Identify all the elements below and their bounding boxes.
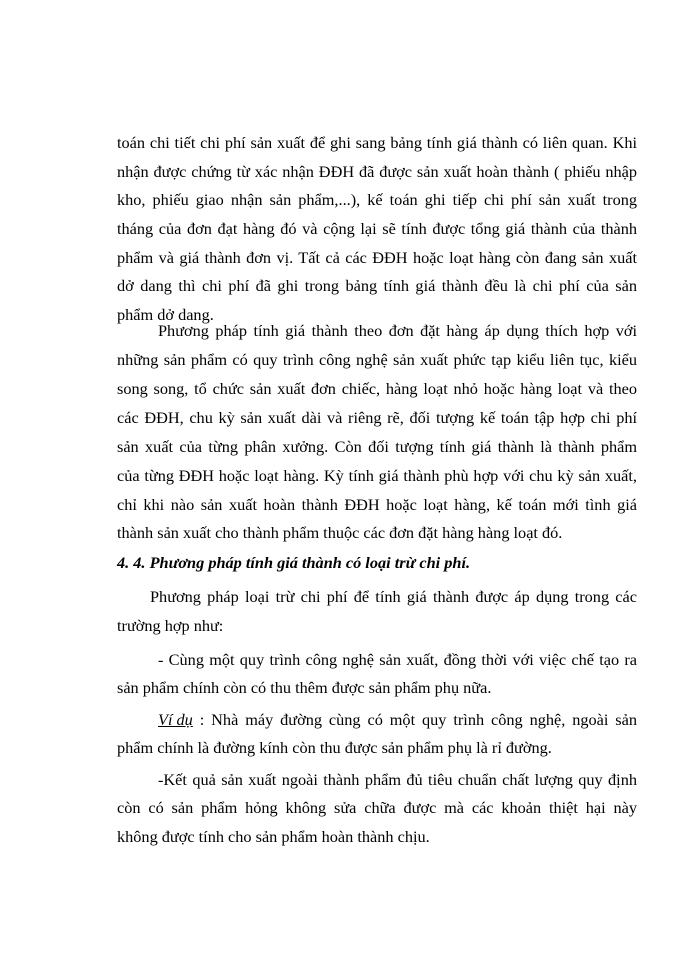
- example-label: Ví dụ: [158, 710, 193, 729]
- text-line: sản phẩm chính còn có thu thêm được sản phẩm phụ nữa.: [117, 678, 492, 697]
- text-line: kho, phiếu giao nhận sản phẩm,...), kế toán ghi tiếp chi phí sản xuất trong: [117, 190, 637, 209]
- text-line: thành sản xuất cho thành phẩm thuộc các đơn đặt hàng hàng loạt đó.: [117, 523, 563, 542]
- text-line: còn có sản phẩm hỏng không sửa chữa được mà các khoản thiệt hại này: [117, 798, 637, 817]
- text-line: sản xuất của từng phân xưởng. Còn đối tượng tính giá thành là thành phẩm: [117, 437, 637, 456]
- text-line: trường hợp như:: [117, 616, 224, 635]
- text-line: [158, 710, 637, 730]
- text-line: Phương pháp tính giá thành theo đơn đặt hàng áp dụng thích hợp với: [158, 321, 637, 340]
- text-line: các ĐĐH, chu kỳ sản xuất dài và riêng rẽ, đối tượng kế toán tập hợp chi phí: [117, 408, 637, 427]
- section-heading: 4. 4. Phương pháp tính giá thành có loại trừ chi phí.: [117, 553, 471, 572]
- text-line: phẩm chính là đường kính còn thu được sản phẩm phụ là rỉ đường.: [117, 738, 552, 757]
- text-line: -Kết quả sản xuất ngoài thành phẩm đủ tiêu chuẩn chất lượng quy định: [158, 770, 637, 789]
- text-line: dở dang thì chi phí đã ghi trong bảng tính giá thành đều là chi phí của sản: [117, 276, 637, 295]
- example-text: : Nhà máy đường cùng có một quy trình công nghệ, ngoài sản: [192, 710, 637, 729]
- text-line: của từng ĐĐH hoặc loạt hàng. Kỳ tính giá thành phù hợp với chu kỳ sản xuất,: [117, 466, 637, 485]
- text-line: những sản phẩm có quy trình công nghệ sản xuất phức tạp kiểu liên tục, kiểu: [117, 350, 637, 369]
- text-line: - Cùng một quy trình công nghệ sản xuất, đồng thời với việc chế tạo ra: [158, 650, 637, 669]
- text-line: phẩm và giá thành đơn vị. Tất cả các ĐĐH hoặc loạt hàng còn đang sản xuất: [117, 248, 637, 267]
- text-line: Phương pháp loại trừ chi phí để tính giá thành được áp dụng trong các: [150, 587, 637, 606]
- text-line: không được tính cho sản phẩm hoàn thành chịu.: [117, 827, 430, 846]
- text-line: tháng của đơn đạt hàng đó và cộng lại sẽ tính được tổng giá thành của thành: [117, 219, 637, 238]
- text-line: chỉ khi nào sản xuất hoàn thành ĐĐH hoặc loạt hàng, kế toán mới tình giá: [117, 495, 637, 514]
- text-line: song song, tổ chức sản xuất đơn chiếc, hàng loạt nhỏ hoặc hàng loạt và theo: [117, 379, 637, 398]
- text-line: toán chi tiết chi phí sản xuất để ghi sang bảng tính giá thành có liên quan. Khi: [117, 133, 637, 152]
- text-line: nhận được chứng từ xác nhận ĐĐH đã được sản xuất hoàn thành ( phiếu nhập: [117, 162, 637, 181]
- text-line: phẩm dở dang.: [117, 305, 214, 324]
